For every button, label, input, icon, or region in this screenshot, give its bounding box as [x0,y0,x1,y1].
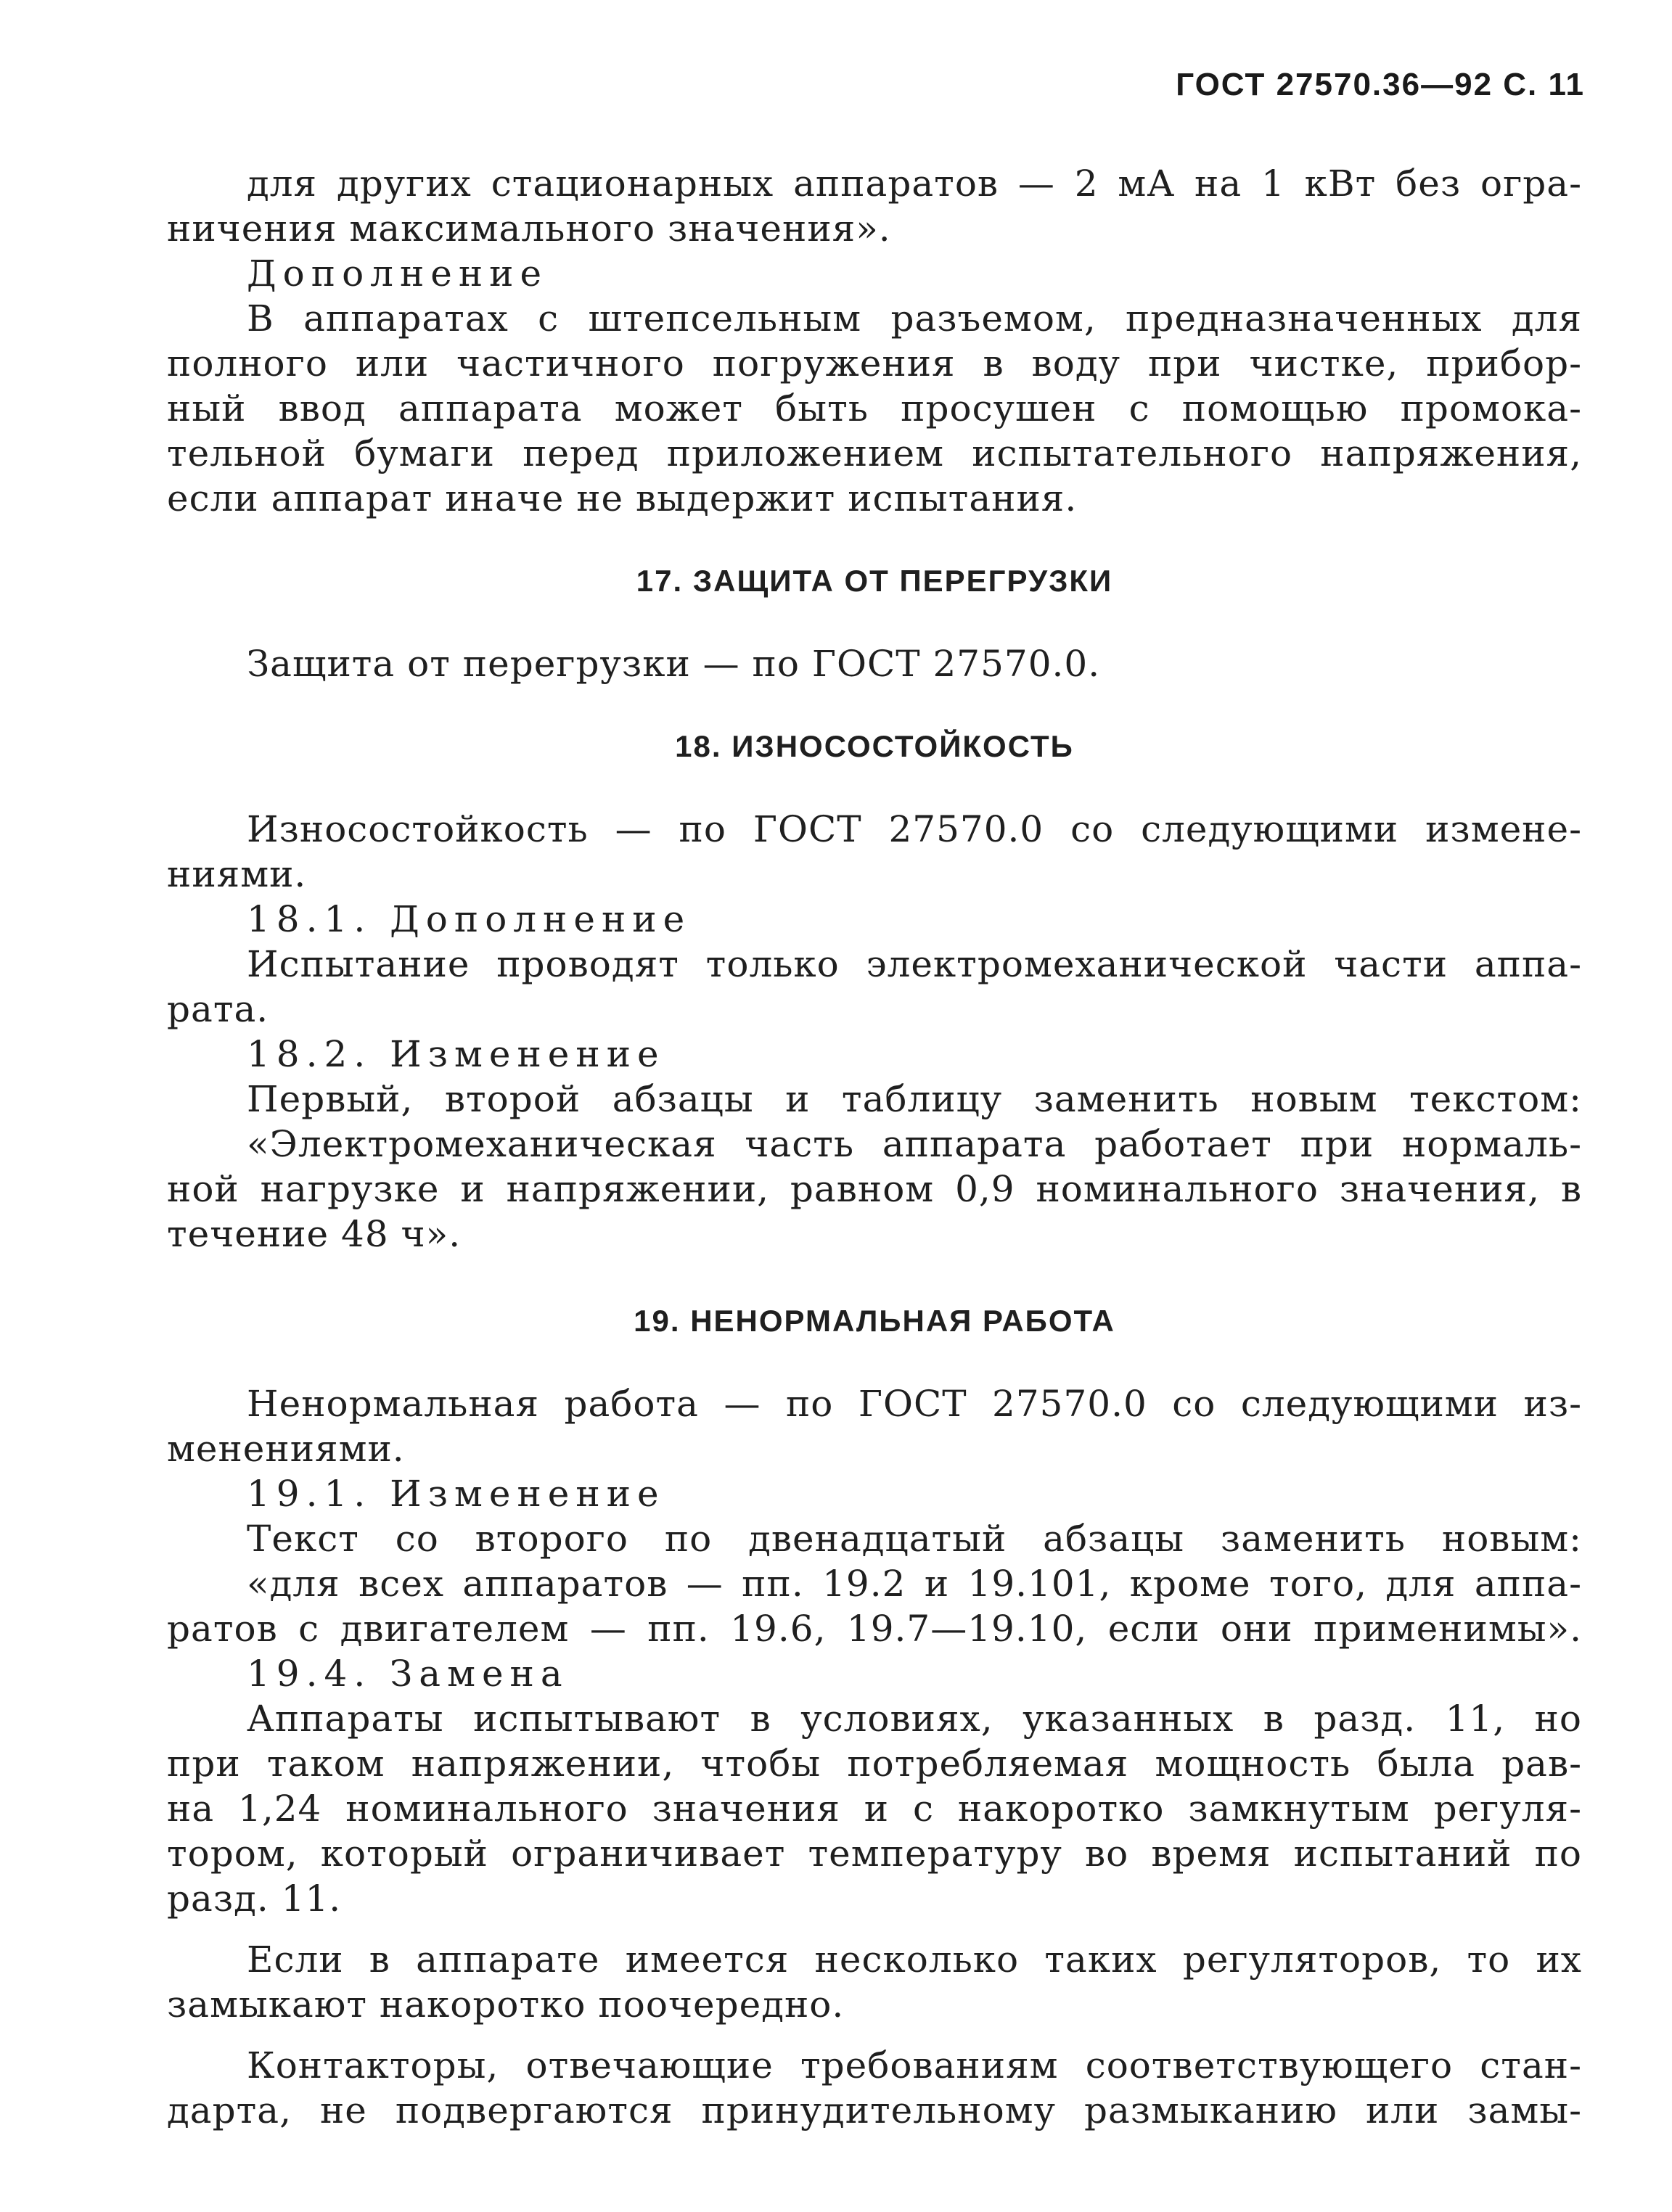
text-line: рата. [167,988,269,1030]
text-line: замыкают накоротко поочередно. [167,1983,845,2026]
page-header: ГОСТ 27570.36—92 С. 11 [1176,67,1585,102]
text-line: Ненормальная работа — по ГОСТ 27570.0 со следующими из- [247,1383,1582,1425]
text-line: Текст со второго по двенадцатый абзацы заменить новым: [247,1518,1582,1560]
document-body [167,161,1582,2133]
text-line: Контакторы, отвечающие требованиям соответствующего стан- [247,2044,1582,2086]
section-heading-18: 18. ИЗНОСОСТОЙКОСТЬ [675,729,1074,763]
subsection-label: 19.1. Изменение [247,1473,665,1515]
text-line: ниями. [167,853,307,895]
text-line: для других стационарных аппаратов — 2 мА на 1 кВт без огра- [247,163,1582,205]
text-line: если аппарат иначе не выдержит испытания. [167,477,1078,519]
text-line: разд. 11. [167,1878,342,1920]
subsection-label: 18.2. Изменение [247,1033,665,1075]
text-line: при таком напряжении, чтобы потребляемая мощность была рав- [167,1743,1582,1785]
text-line: В аппаратах с штепсельным разъемом, предназначенных для [247,297,1582,340]
text-line: на 1,24 номинального значения и с накоротко замкнутым регуля- [167,1788,1582,1830]
text-line: Износостойкость — по ГОСТ 27570.0 со следующими измене- [247,808,1582,850]
subsection-label: 18.1. Дополнение [247,898,692,940]
text-line: «Электромеханическая часть аппарата работает при нормаль- [247,1123,1582,1165]
text-line: дарта, не подвергаются принудительному размыканию или замы- [167,2089,1582,2131]
text-line: ничения максимального значения». [167,207,891,250]
text-line: ратов с двигателем — пп. 19.6, 19.7—19.10, если они применимы». [167,1608,1582,1650]
section-heading-19: 19. НЕНОРМАЛЬНАЯ РАБОТА [634,1304,1115,1338]
text-line: полного или частичного погружения в воду при чистке, прибор- [167,342,1582,385]
text-line: Аппараты испытывают в условиях, указанных в разд. 11, но [247,1698,1582,1740]
text-line: «для всех аппаратов — пп. 19.2 и 19.101, кроме того, для аппа- [247,1563,1582,1605]
subsection-label: Дополнение [247,252,549,295]
text-line: Испытание проводят только электромеханической части аппа- [247,943,1582,985]
text-line: ный ввод аппарата может быть просушен с помощью промока- [167,387,1582,429]
text-line: менениями. [167,1428,405,1470]
text-line: Первый, второй абзацы и таблицу заменить новым текстом: [247,1078,1582,1120]
text-line: тельной бумаги перед приложением испытательного напряжения, [167,432,1582,474]
text-line: тором, который ограничивает температуру во время испытаний по [167,1833,1582,1875]
text-line: Защита от перегрузки — по ГОСТ 27570.0. [247,643,1101,685]
text-line: течение 48 ч». [167,1213,462,1255]
section-heading-17: 17. ЗАЩИТА ОТ ПЕРЕГРУЗКИ [636,564,1113,598]
text-line: ной нагрузке и напряжении, равном 0,9 номинального значения, в [167,1168,1582,1210]
text-line: Если в аппарате имеется несколько таких регуляторов, то их [247,1938,1582,1981]
subsection-label: 19.4. Замена [247,1653,569,1695]
